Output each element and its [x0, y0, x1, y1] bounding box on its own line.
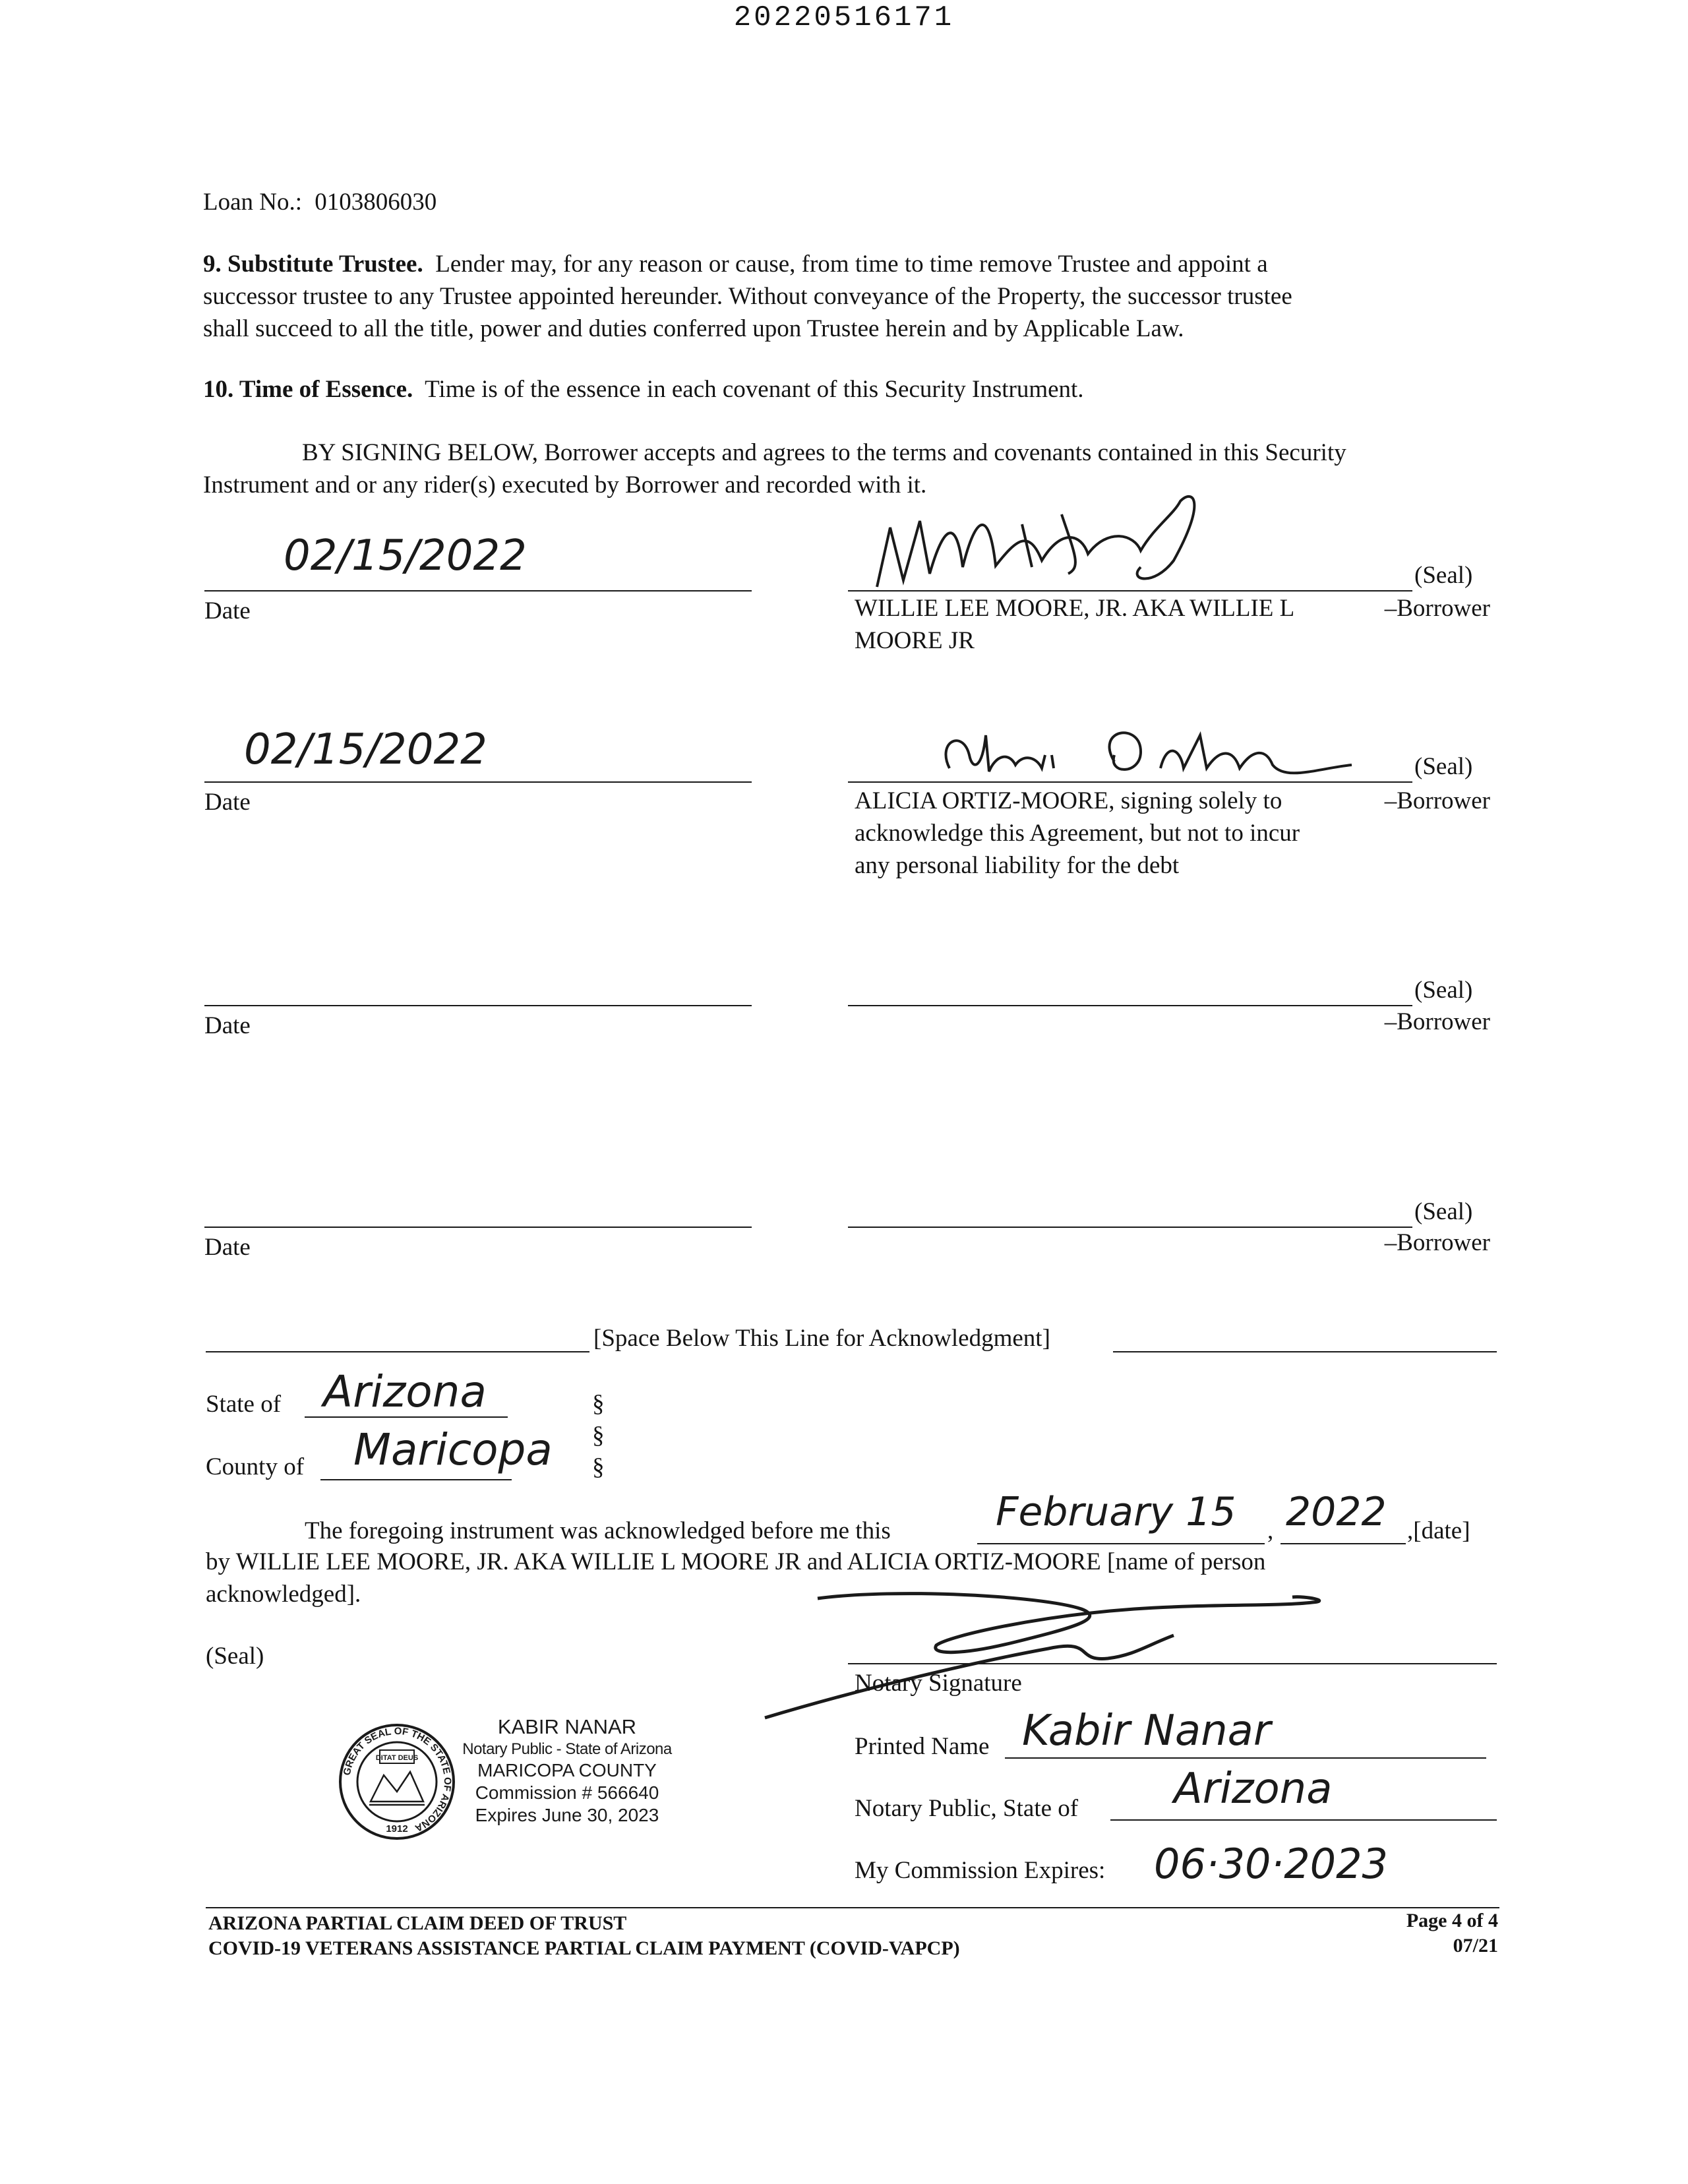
commission-label: My Commission Expires:: [855, 1857, 1106, 1884]
seal-label: (Seal): [206, 1643, 264, 1670]
acknowledgment-year-line: [1281, 1543, 1406, 1544]
notary-stamp-name: KABIR NANAR: [497, 1715, 637, 1738]
borrower-name-line: acknowledge this Agreement, but not to incur: [855, 820, 1300, 847]
borrower-name-line: MOORE JR: [855, 627, 975, 654]
section-text-line: Lender may, for any reason or cause, from time to time remove Trustee and appoint a: [435, 251, 1268, 278]
date-line: [204, 1227, 752, 1228]
borrower-name-line: any personal liability for the debt: [855, 852, 1180, 879]
divider-rule-left: [206, 1351, 589, 1352]
section-symbol: §: [592, 1422, 605, 1449]
signature-line: [848, 781, 1412, 783]
date-line: [204, 1005, 752, 1006]
state-seal-icon: [338, 1722, 456, 1841]
acknowledgment-persons: by WILLIE LEE MOORE, JR. AKA WILLIE L MOORE JR and ALICIA ORTIZ-MOORE [name of person: [206, 1548, 1266, 1575]
acknowledgment-divider-label: [Space Below This Line for Acknowledgment]: [593, 1325, 1050, 1352]
svg-text:GREAT SEAL OF THE STATE OF ARI: GREAT SEAL OF THE STATE OF ARIZONA: [341, 1725, 454, 1834]
borrower-role: –Borrower: [1384, 787, 1490, 814]
section-symbol: §: [592, 1390, 605, 1417]
borrower-role: –Borrower: [1384, 595, 1490, 622]
acknowledgment-sentence: The foregoing instrument was acknowledged before me this: [305, 1517, 891, 1544]
svg-text:DITAT DEUS: DITAT DEUS: [375, 1754, 419, 1762]
date-line: [204, 590, 752, 592]
date-label: Date: [204, 1012, 251, 1039]
divider-rule-right: [1113, 1351, 1497, 1352]
date-label: Date: [204, 789, 251, 816]
acknowledgment-persons-end: acknowledged].: [206, 1581, 361, 1608]
seal-label: (Seal): [1414, 1198, 1473, 1225]
borrower-name-line: WILLIE LEE MOORE, JR. AKA WILLIE L: [855, 595, 1295, 622]
county-label: County of: [206, 1453, 305, 1480]
notary-state-value: Arizona: [1174, 1765, 1333, 1813]
loan-number: 0103806030: [315, 189, 437, 216]
loan-label: Loan No.:: [203, 189, 303, 216]
section-text-line: successor trustee to any Trustee appointed hereunder. Without conveyance of the Property, the successor trustee: [203, 283, 1292, 310]
borrower-role: –Borrower: [1384, 1008, 1490, 1035]
handwritten-date: 02/15/2022: [284, 531, 527, 580]
date-line: [204, 781, 752, 783]
notary-signature-line: [848, 1663, 1497, 1664]
notary-signature: [765, 1583, 1358, 1728]
page-number: Page 4 of 4: [1406, 1910, 1498, 1931]
loan-number-line: [203, 186, 437, 218]
notary-stamp-commission: Commission # 566640: [475, 1782, 659, 1803]
section-symbol: §: [592, 1453, 605, 1480]
printed-name-label: Printed Name: [855, 1733, 990, 1760]
notary-stamp-expiration: Expires June 30, 2023: [475, 1805, 659, 1825]
notary-signature-label: Notary Signature: [855, 1670, 1022, 1697]
section-substitute-trustee: [203, 248, 1509, 345]
state-value: Arizona: [323, 1366, 487, 1417]
state-label: State of: [206, 1391, 282, 1418]
signature-line: [848, 590, 1412, 592]
notary-stamp-title: Notary Public - State of Arizona: [462, 1740, 672, 1758]
acknowledgment-year-value: 2022: [1286, 1489, 1387, 1535]
date-label: Date: [204, 1234, 251, 1261]
borrower-signature-1: [864, 488, 1233, 593]
acknowledgment-date-line: [977, 1543, 1265, 1544]
footer-title: ARIZONA PARTIAL CLAIM DEED OF TRUST: [208, 1912, 627, 1934]
borrower-role: –Borrower: [1384, 1229, 1490, 1256]
section-text-line: Time is of the essence in each covenant of this Security Instrument.: [425, 376, 1084, 403]
printed-name-value: Kabir Nanar: [1022, 1707, 1271, 1755]
notary-state-line: [1110, 1819, 1497, 1821]
borrower-signature-2: [923, 715, 1358, 781]
commission-value: 06·30·2023: [1154, 1840, 1388, 1888]
seal-label: (Seal): [1414, 753, 1473, 780]
seal-label: (Seal): [1414, 562, 1473, 589]
borrower-name-line: ALICIA ORTIZ-MOORE, signing solely to: [855, 787, 1282, 814]
date-label: Date: [204, 597, 251, 624]
county-line: [320, 1479, 512, 1480]
acknowledgment-comma: ,: [1267, 1517, 1274, 1544]
printed-name-line: [1005, 1757, 1486, 1759]
signing-statement-line: Instrument and or any rider(s) executed by Borrower and recorded with it.: [203, 471, 927, 499]
section-text-line: shall succeed to all the title, power and duties conferred upon Trustee herein and by Applicable Law.: [203, 315, 1184, 342]
section-heading: 9. Substitute Trustee.: [203, 251, 423, 278]
signing-statement-line: BY SIGNING BELOW, Borrower accepts and agrees to the terms and covenants contained in this Security: [302, 439, 1346, 466]
footer-subtitle: COVID-19 VETERANS ASSISTANCE PARTIAL CLAIM PAYMENT (COVID-VAPCP): [208, 1937, 960, 1959]
county-value: Maricopa: [353, 1424, 553, 1475]
document-number: 20220516171: [733, 1, 955, 34]
svg-text:1912: 1912: [386, 1823, 408, 1835]
notary-stamp-county: MARICOPA COUNTY: [477, 1760, 657, 1780]
acknowledgment-date-value: February 15: [996, 1489, 1236, 1535]
seal-label: (Seal): [1414, 977, 1473, 1004]
form-revision: 07/21: [1453, 1935, 1498, 1957]
section-heading: 10. Time of Essence.: [203, 376, 413, 403]
section-time-of-essence: [203, 373, 1084, 406]
notary-state-label: Notary Public, State of: [855, 1795, 1079, 1822]
acknowledgment-date-suffix: ,[date]: [1407, 1517, 1470, 1544]
state-line: [305, 1416, 508, 1418]
handwritten-date: 02/15/2022: [244, 725, 487, 774]
